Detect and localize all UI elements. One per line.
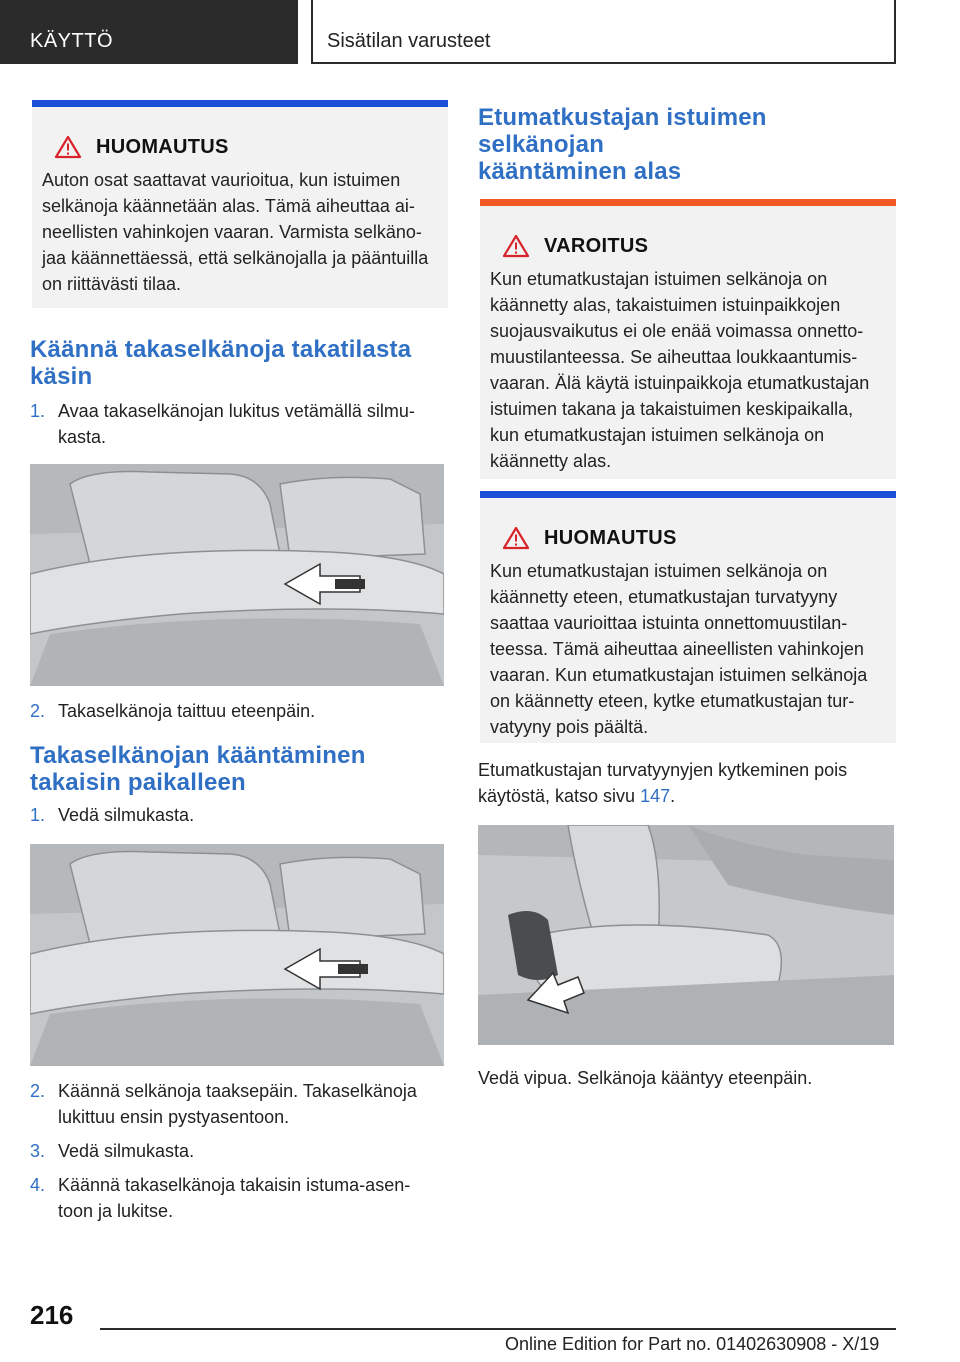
section-heading: Takaselkänojan kääntäminen takaisin paikalleen [30, 742, 366, 796]
step-text: Käännä selkänoja taaksepäin. Takaselkänoja lukittuu ensin pystyasentoon. [58, 1081, 417, 1127]
page-reference-link[interactable]: 147 [640, 786, 671, 806]
rear-seat-image [30, 464, 444, 686]
front-seat-illustration [478, 825, 894, 1045]
notice-line: neellisten vahinkojen vaaran. Varmista selkäno- [42, 222, 422, 242]
step-text: Vedä silmukasta. [58, 1141, 195, 1161]
notice-header [42, 135, 436, 159]
notice-title: HUOMAUTUS [96, 135, 229, 158]
notice-box [32, 100, 448, 308]
notice-box [480, 491, 896, 743]
notice-line: selkänoja käännetään alas. Tämä aiheuttaa ai- [42, 196, 415, 216]
step-text: Avaa takaselkänojan lukitus vetämällä silmu- kasta. [58, 401, 415, 447]
step-item [30, 1138, 448, 1164]
warning-text: Kun etumatkustajan istuimen selkänoja on käännetty alas, takaistuimen istuinpaikkojen suojausvaikutus ei ole enää voimassa onnetto- muustilanteessa. Se aiheuttaa loukkaantumis- vaaran. Älä käytä istuinpaikkoja etumatkustajan istuimen takana ja takaistuimen keskipaikalla, kun etumatkustajan istuimen selkänoja on käännetty alas. [490, 269, 870, 471]
section-title: Sisätilan varusteet [311, 0, 896, 64]
notice-title: HUOMAUTUS [544, 526, 677, 549]
step-text: Vedä silmukasta. [58, 805, 195, 825]
notice-line: on riittävästi tilaa. [42, 274, 182, 294]
step-number: 4. [30, 1175, 46, 1195]
step-item [30, 698, 448, 724]
section-heading: Etumatkustajan istuimen selkänojan kääntäminen alas [478, 104, 767, 185]
warning-box [480, 199, 896, 479]
step-item [30, 802, 448, 828]
notice-line: Auton osat saattavat vaurioitua, kun istuimen [42, 170, 401, 190]
step-list [30, 1078, 448, 1224]
step-list [30, 698, 448, 724]
rear-seat-image [30, 844, 444, 1066]
warning-triangle-icon [502, 526, 530, 550]
step-item [30, 1078, 448, 1130]
rear-seat-illustration [30, 464, 444, 686]
step-number: 1. [30, 401, 46, 421]
step-number: 2. [30, 1081, 46, 1101]
notice-text: Kun etumatkustajan istuimen selkänoja on käännetty eteen, etumatkustajan turvatyyny saattaa vaurioittaa istuinta onnettomuustilan- teessa. Tämä aiheuttaa aineellisten vahinkojen vaaran. Kun etumatkustajan istuimen selkänoja on käännetty eteen, kytke etumatkustajan tur- vatyyny pois päältä. [490, 561, 868, 737]
page-header [0, 0, 960, 68]
left-column [30, 100, 448, 1224]
rear-seat-illustration [30, 844, 444, 1066]
step-list [30, 398, 448, 450]
warning-title: VAROITUS [544, 234, 649, 257]
notice-header [490, 526, 884, 550]
step-number: 2. [30, 701, 46, 721]
step-item [30, 398, 448, 450]
warning-header [490, 234, 884, 258]
chapter-tab: KÄYTTÖ [0, 0, 298, 64]
step-list [30, 802, 448, 828]
front-seat-image [478, 825, 894, 1045]
airbag-reference-paragraph: Etumatkustajan turvatyynyjen kytkeminen pois käytöstä, katso sivu 147. [478, 760, 848, 806]
page-number: 216 [30, 1300, 74, 1330]
warning-triangle-icon [502, 234, 530, 258]
warning-triangle-icon [54, 135, 82, 159]
section-heading: Käännä takaselkänoja takatilasta käsin [30, 336, 412, 390]
notice-line: jaa käännettäessä, että selkänojalla ja pääntuilla [42, 248, 429, 268]
step-item [30, 1172, 448, 1224]
figure-caption: Vedä vipua. Selkänoja kääntyy eteenpäin. [478, 1068, 813, 1088]
footer-divider [100, 1328, 896, 1330]
step-number: 1. [30, 805, 46, 825]
step-number: 3. [30, 1141, 46, 1161]
right-column [478, 100, 896, 1091]
notice-text [42, 167, 436, 297]
edition-info: Online Edition for Part no. 01402630908 - X/19 [505, 1334, 880, 1354]
step-text: Käännä takaselkänoja takaisin istuma-asen- toon ja lukitse. [58, 1175, 411, 1221]
step-text: Takaselkänoja taittuu eteenpäin. [58, 701, 316, 721]
